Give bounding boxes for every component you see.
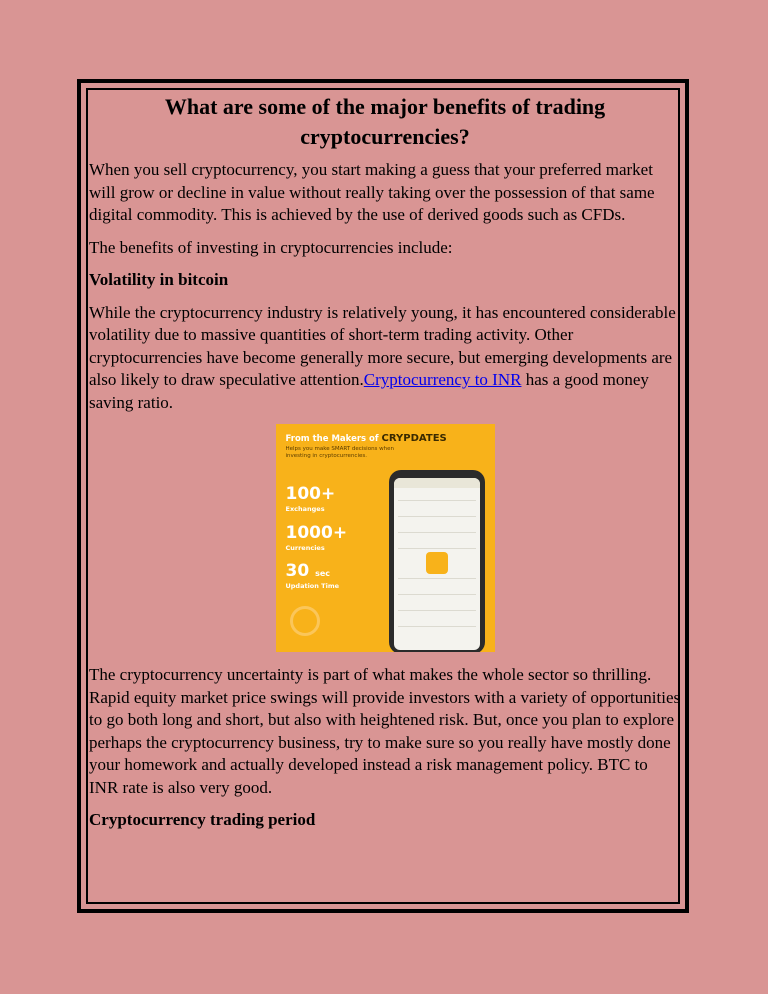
stat-updation-label: Updation Time bbox=[285, 582, 340, 590]
decorative-circle-icon bbox=[290, 606, 320, 636]
stat-currencies-label: Currencies bbox=[285, 544, 325, 552]
phone-list-divider bbox=[398, 548, 476, 549]
promo-makers-prefix: From the Makers of bbox=[285, 434, 382, 444]
volatility-tail: has a good money saving ratio. bbox=[89, 370, 649, 412]
phone-list-divider bbox=[398, 516, 476, 517]
phone-screen bbox=[394, 478, 480, 650]
section-heading-trading-period: Cryptocurrency trading period bbox=[89, 810, 316, 829]
app-logo-icon bbox=[426, 552, 448, 574]
promo-image-wrapper bbox=[89, 424, 681, 652]
stat-currencies-number: 1000+ bbox=[285, 523, 348, 543]
phone-list-divider bbox=[398, 610, 476, 611]
benefits-intro: The benefits of investing in cryptocurrencies include: bbox=[89, 237, 453, 257]
stat-updation-value: 30 bbox=[285, 561, 310, 581]
intro-paragraph: When you sell cryptocurrency, you start making a guess that your preferred market will grow or decline in value without really taking over the possession of that same digital commodity. This is achieved by the use of derived goods such as CFDs. bbox=[89, 160, 655, 224]
stat-exchanges-number: 100+ bbox=[285, 484, 336, 504]
volatility-text: While the cryptocurrency industry is relatively young, it has encountered considerable volatility due to massive quantities of short-term trading activity. Other cryptocurrencies have become generally more secure, but emerging developments are also likely to draw speculative attention. bbox=[89, 302, 676, 389]
stat-exchanges-label: Exchanges bbox=[285, 505, 325, 513]
phone-list-divider bbox=[398, 594, 476, 595]
section-heading-volatility: Volatility in bitcoin bbox=[89, 270, 229, 289]
phone-list-divider bbox=[398, 626, 476, 627]
crypto-to-inr-link[interactable]: Cryptocurrency to INR bbox=[363, 370, 522, 389]
stat-updation-number bbox=[286, 561, 331, 581]
volatility-paragraph bbox=[89, 302, 681, 415]
phone-app-bar bbox=[394, 478, 480, 488]
promo-brand: CRYPDATES bbox=[381, 433, 447, 444]
stat-updation-unit: sec bbox=[315, 569, 331, 578]
phone-list-divider bbox=[398, 532, 476, 533]
uncertainty-paragraph: The cryptocurrency uncertainty is part of what makes the whole sector so thrilling. Rapid equity market price swings will provide investors with a variety of opportunities to go both long and short, but also with heightened risk. But, once you plan to explore perhaps the cryptocurrency business, try to make sure so you really have mostly done your homework and actually developed instead a risk management policy. BTC to INR rate is also very good. bbox=[89, 665, 681, 797]
phone-list-divider bbox=[398, 578, 476, 579]
promo-makers-line bbox=[286, 433, 447, 444]
phone-mockup bbox=[389, 470, 485, 652]
document-content bbox=[89, 92, 681, 842]
promo-tagline: Helps you make SMART decisions when investing in cryptocurrencies. bbox=[285, 446, 395, 459]
crypdates-promo-image bbox=[276, 424, 495, 652]
phone-list-divider bbox=[398, 500, 476, 501]
page-title: What are some of the major benefits of trading cryptocurrencies? bbox=[164, 94, 606, 149]
